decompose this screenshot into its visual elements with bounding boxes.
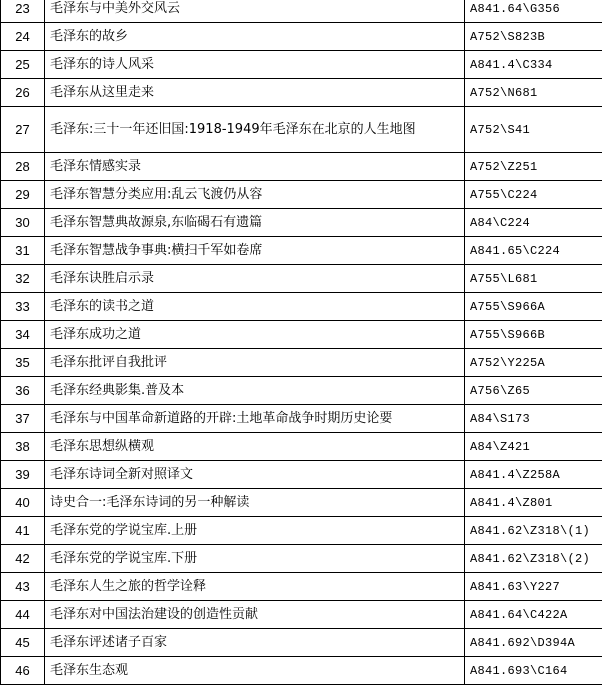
call-number: A755\S966B (465, 321, 602, 349)
book-title: 毛泽东从这里走来 (45, 79, 465, 107)
call-number: A755\C224 (465, 181, 602, 209)
call-number: A841.64\G356 (465, 0, 602, 23)
call-number: A841.62\Z318\(1) (465, 517, 602, 545)
call-number: A752\Z251 (465, 153, 602, 181)
row-number: 23 (1, 0, 45, 23)
row-number: 28 (1, 153, 45, 181)
call-number: A752\N681 (465, 79, 602, 107)
book-title: 毛泽东与中美外交风云 (45, 0, 465, 23)
table-row (1, 349, 602, 377)
call-number: A752\S823B (465, 23, 602, 51)
table-row (1, 629, 602, 657)
row-number: 30 (1, 209, 45, 237)
row-number: 44 (1, 601, 45, 629)
table-row (1, 377, 602, 405)
row-number: 43 (1, 573, 45, 601)
table-row (1, 153, 602, 181)
book-title: 毛泽东与中国革命新道路的开辟:土地革命战争时期历史论要 (45, 405, 465, 433)
row-number: 45 (1, 629, 45, 657)
row-number: 42 (1, 545, 45, 573)
table-row (1, 601, 602, 629)
table-row (1, 23, 602, 51)
call-number: A841.692\D394A (465, 629, 602, 657)
table-row (1, 0, 602, 23)
call-number: A84\C224 (465, 209, 602, 237)
book-title: 毛泽东智慧分类应用:乱云飞渡仍从容 (45, 181, 465, 209)
row-number: 35 (1, 349, 45, 377)
book-title: 毛泽东智慧典故源泉,东临碣石有遗篇 (45, 209, 465, 237)
table-row (1, 461, 602, 489)
table-row (1, 265, 602, 293)
book-title: 毛泽东对中国法治建设的创造性贡献 (45, 601, 465, 629)
row-number: 37 (1, 405, 45, 433)
book-title: 毛泽东生态观 (45, 657, 465, 685)
book-title: 毛泽东:三十一年还旧国:1918-1949年毛泽东在北京的人生地图 (45, 107, 465, 153)
row-number: 31 (1, 237, 45, 265)
call-number: A841.4\Z258A (465, 461, 602, 489)
table-row (1, 405, 602, 433)
call-number: A752\S41 (465, 107, 602, 153)
book-title: 毛泽东情感实录 (45, 153, 465, 181)
call-number: A841.62\Z318\(2) (465, 545, 602, 573)
book-title: 毛泽东诀胜启示录 (45, 265, 465, 293)
table-row (1, 293, 602, 321)
call-number: A841.4\C334 (465, 51, 602, 79)
table-body (1, 0, 602, 685)
table-row (1, 107, 602, 153)
row-number: 41 (1, 517, 45, 545)
book-title: 毛泽东人生之旅的哲学诠释 (45, 573, 465, 601)
row-number: 40 (1, 489, 45, 517)
book-title: 毛泽东智慧战争事典:横扫千军如卷席 (45, 237, 465, 265)
call-number: A841.65\C224 (465, 237, 602, 265)
call-number: A755\S966A (465, 293, 602, 321)
table-row (1, 181, 602, 209)
table-row (1, 321, 602, 349)
table-row (1, 657, 602, 685)
table-row (1, 237, 602, 265)
call-number: A84\S173 (465, 405, 602, 433)
book-title: 毛泽东的故乡 (45, 23, 465, 51)
call-number: A841.693\C164 (465, 657, 602, 685)
call-number: A752\Y225A (465, 349, 602, 377)
row-number: 26 (1, 79, 45, 107)
book-title: 毛泽东诗词全新对照译文 (45, 461, 465, 489)
row-number: 27 (1, 107, 45, 153)
table-row (1, 545, 602, 573)
book-title: 毛泽东评述诸子百家 (45, 629, 465, 657)
book-title: 毛泽东思想纵横观 (45, 433, 465, 461)
call-number: A841.64\C422A (465, 601, 602, 629)
row-number: 46 (1, 657, 45, 685)
call-number: A755\L681 (465, 265, 602, 293)
call-number: A84\Z421 (465, 433, 602, 461)
table-row (1, 489, 602, 517)
row-number: 39 (1, 461, 45, 489)
row-number: 33 (1, 293, 45, 321)
table-row (1, 79, 602, 107)
table-row (1, 573, 602, 601)
book-title: 毛泽东的读书之道 (45, 293, 465, 321)
row-number: 24 (1, 23, 45, 51)
table-row (1, 517, 602, 545)
row-number: 25 (1, 51, 45, 79)
call-number: A841.63\Y227 (465, 573, 602, 601)
row-number: 32 (1, 265, 45, 293)
row-number: 29 (1, 181, 45, 209)
row-number: 38 (1, 433, 45, 461)
table-row (1, 433, 602, 461)
row-number: 36 (1, 377, 45, 405)
table-row (1, 209, 602, 237)
book-title: 毛泽东成功之道 (45, 321, 465, 349)
call-number: A841.4\Z801 (465, 489, 602, 517)
book-title: 毛泽东的诗人风采 (45, 51, 465, 79)
book-title: 毛泽东批评自我批评 (45, 349, 465, 377)
row-number: 34 (1, 321, 45, 349)
book-title: 毛泽东经典影集.普及本 (45, 377, 465, 405)
call-number: A756\Z65 (465, 377, 602, 405)
book-title: 毛泽东党的学说宝库.上册 (45, 517, 465, 545)
book-title: 毛泽东党的学说宝库.下册 (45, 545, 465, 573)
table-row (1, 51, 602, 79)
book-title: 诗史合一:毛泽东诗词的另一种解读 (45, 489, 465, 517)
